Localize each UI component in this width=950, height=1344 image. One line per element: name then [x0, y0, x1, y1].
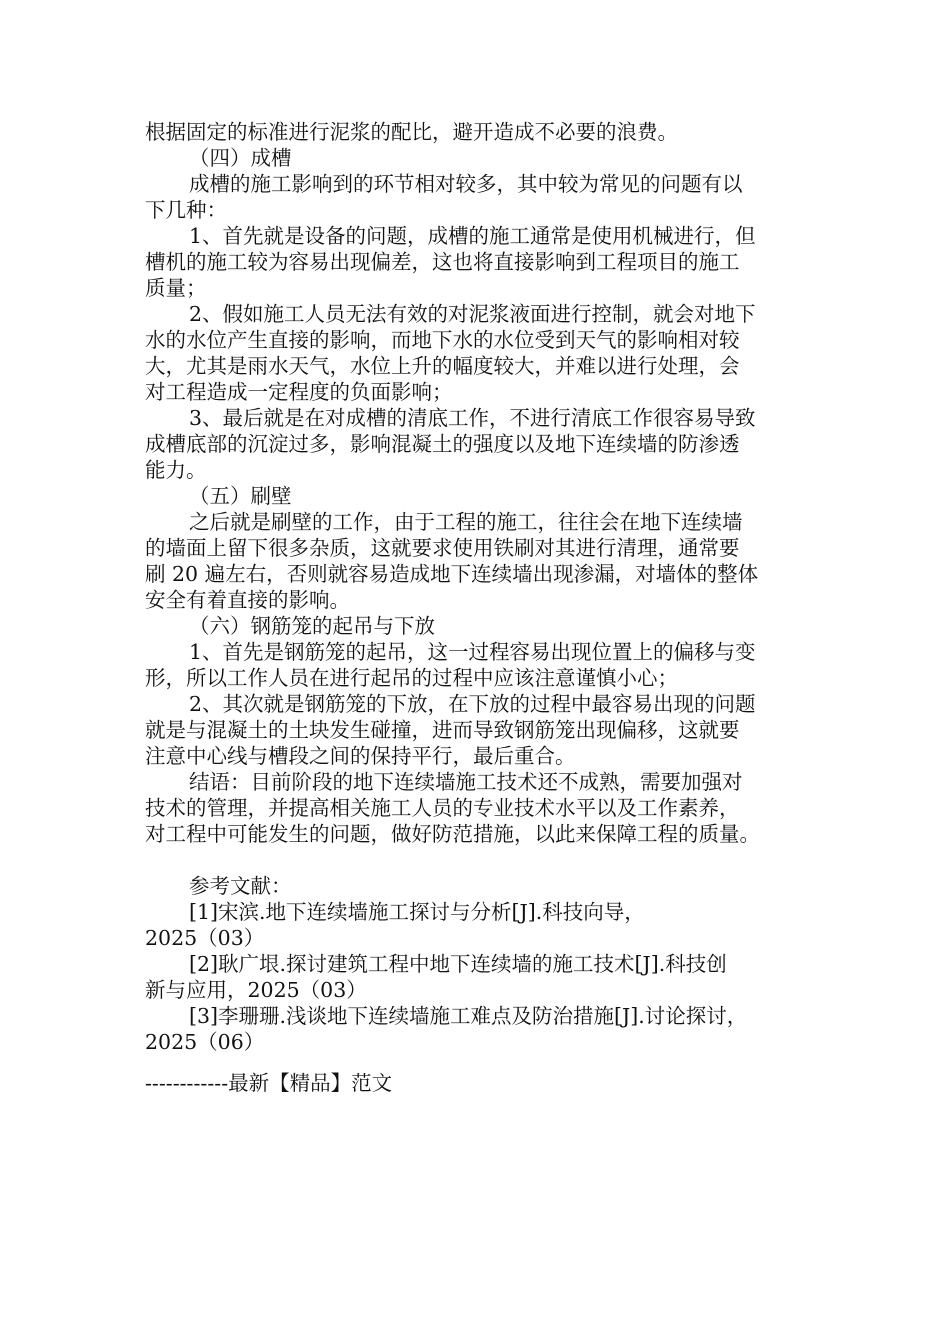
- body-line: 1、首先是钢筋笼的起吊，这一过程容易出现位置上的偏移与变: [189, 640, 756, 664]
- body-line: 大，尤其是雨水天气，水位上升的幅度较大，并难以进行处理，会: [145, 354, 740, 378]
- reference-item: [2]耿广垠.探讨建筑工程中地下连续墙的施工技术[J].科技创: [189, 952, 727, 976]
- document-body: [145, 119, 810, 1055]
- conclusion-line: 对工程中可能发生的问题，做好防范措施，以此来保障工程的质量。: [145, 822, 760, 846]
- section-heading: （四）成槽: [189, 146, 292, 170]
- body-line: 2、其次就是钢筋笼的下放，在下放的过程中最容易出现的问题: [189, 692, 756, 716]
- reference-item: 2025（03）: [145, 926, 265, 950]
- body-line: 就是与混凝土的土块发生碰撞，进而导致钢筋笼出现偏移，这就要: [145, 718, 740, 742]
- body-line: 形，所以工作人员在进行起吊的过程中应该注意谨慎小心；: [145, 666, 678, 690]
- body-line: 水的水位产生直接的影响，而地下水的水位受到天气的影响相对较: [145, 328, 740, 352]
- reference-item: 2025（06）: [145, 1030, 265, 1054]
- body-line: 能力。: [145, 458, 207, 482]
- body-line: 成槽底部的沉淀过多，影响混凝土的强度以及地下连续墙的防渗透: [145, 432, 740, 456]
- blank-line: [145, 847, 810, 873]
- section-heading: （六）钢筋笼的起吊与下放: [189, 614, 435, 638]
- body-line: 成槽的施工影响到的环节相对较多，其中较为常见的问题有以: [189, 172, 743, 196]
- body-line: 质量；: [145, 276, 207, 300]
- body-line: 1、首先就是设备的问题，成槽的施工通常是使用机械进行，但: [189, 224, 756, 248]
- conclusion-line: 技术的管理，并提高相关施工人员的专业技术水平以及工作素养，: [145, 796, 740, 820]
- reference-item: 新与应用，2025（03）: [145, 978, 367, 1002]
- reference-item: [1]宋滨.地下连续墙施工探讨与分析[J].科技向导，: [189, 900, 645, 924]
- body-line: 安全有着直接的影响。: [145, 588, 350, 612]
- body-line: 槽机的施工较为容易出现偏差，这也将直接影响到工程项目的施工: [145, 250, 740, 274]
- body-line: 刷 20 遍左右，否则就容易造成地下连续墙出现渗漏，对墙体的整体: [145, 562, 759, 586]
- body-line: 之后就是刷壁的工作，由于工程的施工，往往会在地下连续墙: [189, 510, 743, 534]
- conclusion-line: 结语：目前阶段的地下连续墙施工技术还不成熟，需要加强对: [189, 770, 743, 794]
- references-heading: 参考文献：: [189, 874, 292, 898]
- section-heading: （五）刷壁: [189, 484, 292, 508]
- body-line: 根据固定的标准进行泥浆的配比，避开造成不必要的浪费。: [145, 120, 678, 144]
- reference-item: [3]李珊珊.浅谈地下连续墙施工难点及防治措施[J].讨论探讨，: [189, 1004, 748, 1028]
- body-line: 3、最后就是在对成槽的清底工作，不进行清底工作很容易导致: [189, 406, 756, 430]
- body-line: 2、假如施工人员无法有效的对泥浆液面进行控制，就会对地下: [189, 302, 756, 326]
- body-line: 下几种：: [145, 198, 227, 222]
- body-line: 的墙面上留下很多杂质，这就要求使用铁刷对其进行清理，通常要: [145, 536, 740, 560]
- body-line: 注意中心线与槽段之间的保持平行，最后重合。: [145, 744, 576, 768]
- body-line: 对工程造成一定程度的负面影响；: [145, 380, 453, 404]
- footer-label: ------------最新【精品】范文: [145, 1071, 393, 1095]
